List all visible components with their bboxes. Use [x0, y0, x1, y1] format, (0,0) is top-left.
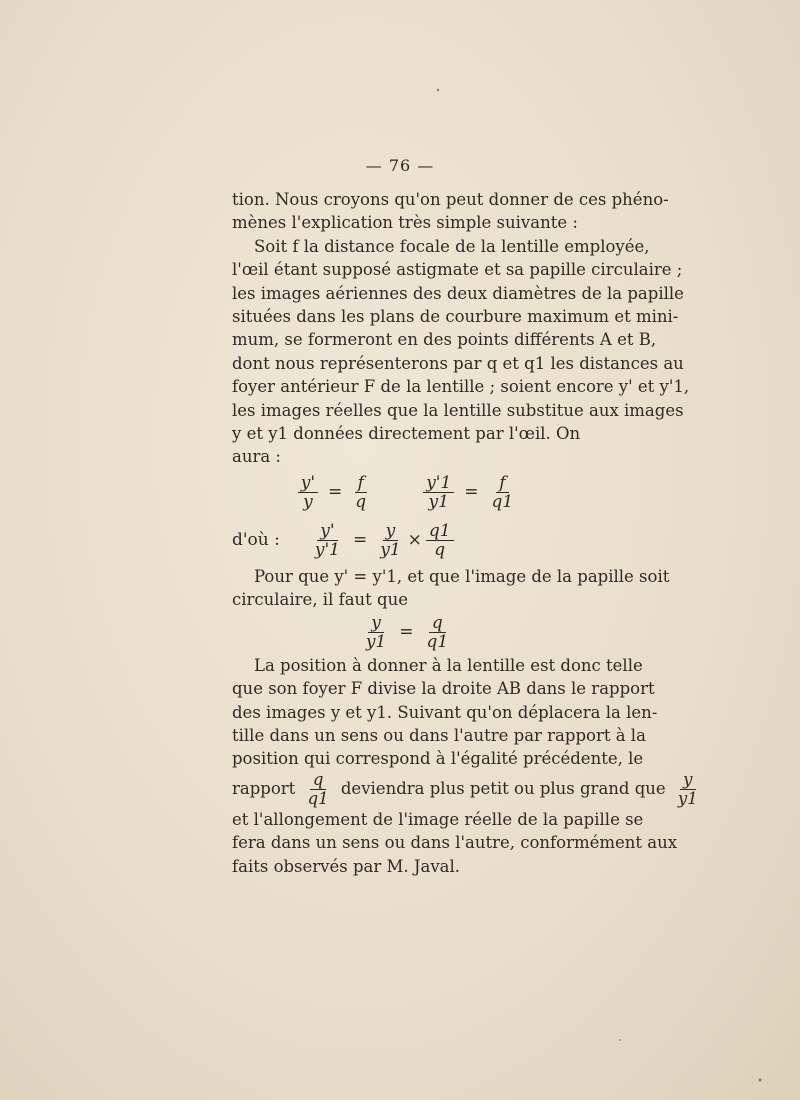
text-line: circulaire, il faut que — [232, 590, 409, 610]
fraction: $\frac{y'}{y'1}$ — [314, 521, 340, 561]
text-line-with-fractions: rapport $\frac{q}{q1}$ deviendra plus petit ou plus grand que $\frac{y}{y1}$ — [232, 771, 582, 808]
text-line: mènes l'explication très simple suivante : — [232, 213, 578, 233]
text-line: situées dans les plans de courbure maximum et mini- — [232, 307, 679, 327]
text-line: des images y et y1. Suivant qu'on déplacera la len- — [232, 702, 658, 722]
text-line: Soit f la distance focale de la lentille employée, — [254, 236, 650, 256]
equation-prefix: d'où : — [232, 530, 280, 551]
equation-condition: $\frac{y}{y1}$ = $\frac{q}{q1}$ — [232, 612, 582, 654]
text-line: les images réelles que la lentille substitue aux images — [232, 400, 684, 420]
text-line: foyer antérieur F de la lentille ; soient encore y' et y'1, — [232, 377, 690, 397]
text-line: et l'allongement de l'image réelle de la papille se — [232, 809, 644, 829]
fraction: $\frac{q1}{q}$ — [426, 522, 454, 559]
fraction: $\frac{f}{q}$ — [355, 473, 367, 513]
text-line: position qui correspond à l'égalité précédente, le — [232, 749, 644, 769]
fraction: $\frac{y}{y1}$ — [677, 769, 698, 808]
fraction: $\frac{y'}{y}$ — [298, 474, 318, 511]
paragraph-3 — [232, 565, 670, 612]
fraction: $\frac{y}{y1}$ — [365, 613, 387, 653]
fraction: $\frac{q}{q1}$ — [426, 613, 449, 653]
text-line: l'œil étant supposé astigmate et sa papille circulaire ; — [232, 260, 683, 280]
fraction: $\frac{q}{q1}$ — [307, 769, 329, 808]
paragraph-4 — [232, 654, 698, 878]
fraction: $\frac{f}{q1}$ — [491, 473, 514, 513]
text-line: tille dans un sens ou dans l'autre par rapport à la — [232, 725, 646, 745]
paragraph-1 — [232, 188, 669, 235]
text-line: y et y1 données directement par l'œil. On aura : — [232, 424, 581, 467]
text-line: que son foyer F divise la droite AB dans le rapport — [232, 679, 655, 699]
text-line: La position à donner à la lentille est donc telle — [254, 655, 643, 675]
body-text — [232, 188, 698, 878]
text-line: faits observés par M. Javal. — [232, 856, 461, 876]
equation-lens-relation: $\frac{y'}{y}$ = $\frac{f}{q}$ $\frac{y'1}{y1}$ = $\frac{f}{q1}$ — [232, 469, 582, 517]
text-line: fera dans un sens ou dans l'autre, conformément aux — [232, 833, 678, 853]
text-line: dont nous représenterons par q et q1 les distances au — [232, 353, 684, 373]
text-line: tion. Nous croyons qu'on peut donner de ces phéno- — [232, 190, 669, 209]
ink-speck — [759, 1079, 762, 1082]
fraction: $\frac{y'1}{y1}$ — [423, 474, 454, 511]
text-line: mum, se formeront en des points différents A et B, — [232, 330, 657, 350]
fraction: $\frac{y}{y1}$ — [380, 521, 401, 561]
paragraph-2 — [232, 235, 690, 469]
text-line: Pour que y' = y'1, et que l'image de la papille soit — [254, 566, 670, 586]
page-number: — 76 — — [365, 156, 435, 175]
equation-ratio: d'où : $\frac{y'}{y'1}$ = $\frac{y}{y1}$ × $\frac{q1}{q}$ — [232, 517, 582, 565]
ink-speck — [437, 89, 439, 91]
text-line: les images aériennes des deux diamètres de la papille — [232, 283, 684, 303]
ink-speck — [619, 1039, 621, 1041]
